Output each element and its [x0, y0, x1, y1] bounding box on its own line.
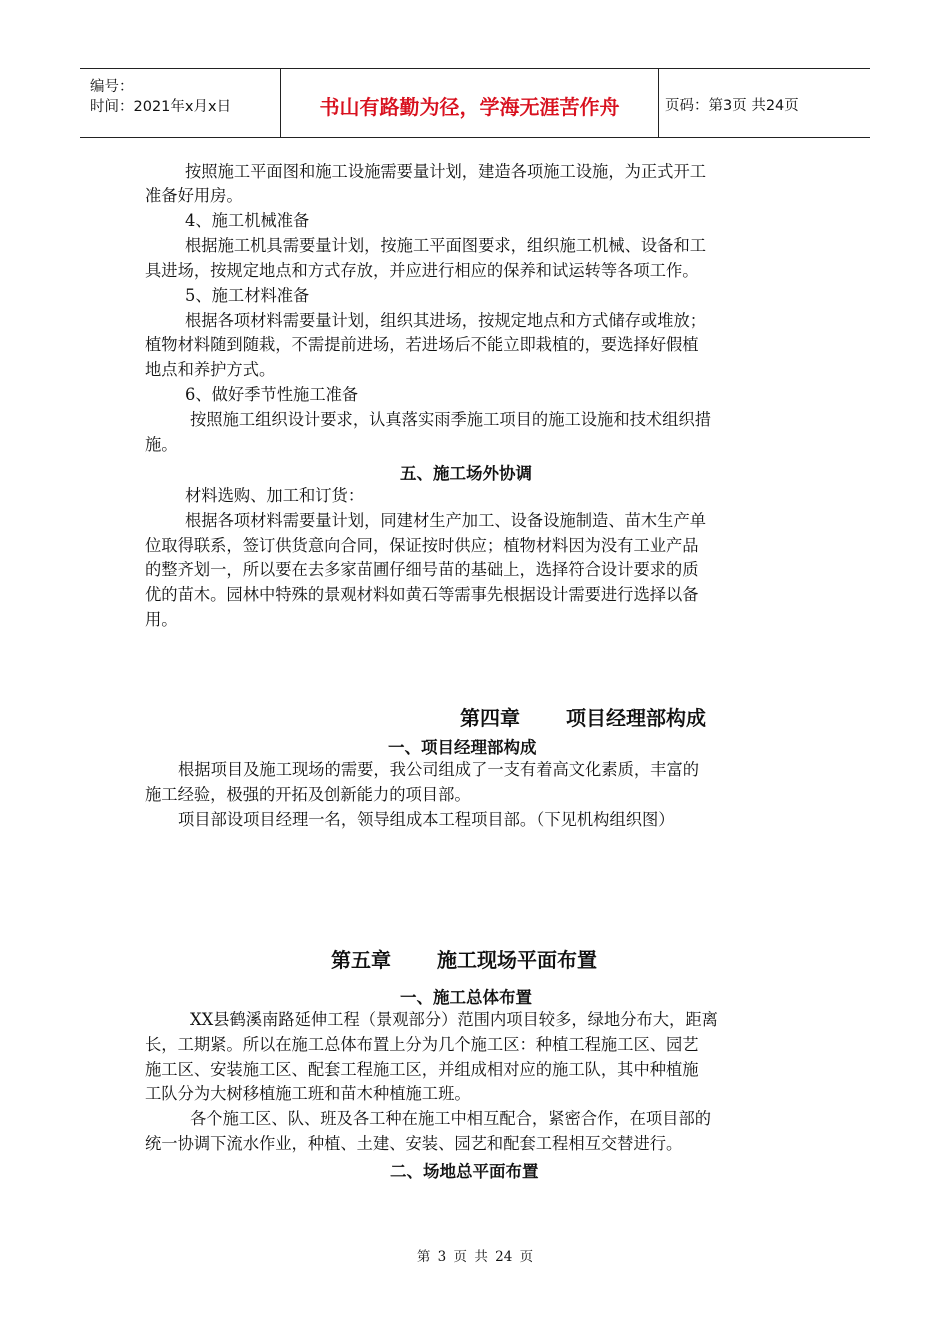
page-footer: 第 3 页 共 24 页 [416, 1249, 534, 1265]
section-heading: 五、施工场外协调 [400, 464, 532, 483]
paragraph-line: 统一协调下流水作业，种植、土建、安装、园艺和配套工程相互交替进行。 [145, 1134, 683, 1153]
paragraph-line: 材料选购、加工和订货： [185, 486, 365, 505]
paragraph-line: 施工经验，极强的开拓及创新能力的项目部。 [145, 785, 471, 804]
paragraph-line: 根据施工机具需要量计划，按施工平面图要求，组织施工机械、设备和工 [185, 236, 707, 255]
header-motto-cell [281, 69, 659, 137]
section-heading: 二、场地总平面布置 [390, 1162, 539, 1181]
header-meta-cell [80, 69, 281, 137]
paragraph-line: 项目部设项目经理一名，领导组成本工程项目部。（下见机构组织图） [178, 810, 675, 829]
header-page-code: 页码：第3页 共24页 [665, 98, 799, 114]
paragraph-line: 的整齐划一，所以要在去多家苗圃仔细号苗的基础上，选择符合设计要求的质 [145, 560, 699, 579]
section-heading: 一、项目经理部构成 [388, 738, 537, 757]
chapter-number: 第五章 [331, 948, 391, 972]
paragraph-line: 植物材料随到随栽，不需提前进场，若进场后不能立即栽植的，要选择好假植 [145, 335, 699, 354]
chapter-title: 项目经理部构成 [566, 706, 706, 730]
header-table [80, 68, 870, 138]
paragraph-line: 各个施工区、队、班及各工种在施工中相互配合，紧密合作，在项目部的 [190, 1109, 712, 1128]
paragraph-line: 根据各项材料需要量计划，同建材生产加工、设备设施制造、苗木生产单 [185, 511, 707, 530]
document-date: 时间：2021年x月x日 [90, 99, 232, 115]
paragraph-line: 根据各项材料需要量计划，组织其进场，按规定地点和方式储存或堆放； [185, 311, 707, 330]
section-heading: 一、施工总体布置 [400, 988, 532, 1007]
list-heading: 5、施工材料准备 [185, 286, 310, 305]
paragraph-line: 用。 [145, 610, 178, 629]
header-page-cell [659, 69, 870, 137]
chapter-heading [331, 944, 597, 973]
chapter-number: 第四章 [460, 706, 520, 730]
paragraph-line: 按照施工平面图和施工设施需要量计划，建造各项施工设施，为正式开工 [185, 162, 707, 181]
paragraph-line: 长，工期紧。所以在施工总体布置上分为几个施工区：种植工程施工区、园艺 [145, 1035, 699, 1054]
paragraph-line: 施工区、安装施工区、配套工程施工区，并组成相对应的施工队，其中种植施 [145, 1060, 699, 1079]
list-heading: 4、施工机械准备 [185, 211, 310, 230]
paragraph-line: XX县鹤溪南路延伸工程（景观部分）范围内项目较多，绿地分布大，距离 [190, 1010, 718, 1029]
paragraph-line: 位取得联系，签订供货意向合同，保证按时供应；植物材料因为没有工业产品 [145, 536, 699, 555]
paragraph-line: 工队分为大树移植施工班和苗木种植施工班。 [145, 1084, 471, 1103]
paragraph-line: 根据项目及施工现场的需要，我公司组成了一支有着高文化素质，丰富的 [178, 760, 700, 779]
paragraph-line: 准备好用房。 [145, 186, 243, 205]
chapter-heading [460, 702, 706, 731]
paragraph-line: 按照施工组织设计要求，认真落实雨季施工项目的施工设施和技术组织措 [190, 410, 712, 429]
header-motto: 书山有路勤为径，学海无涯苦作舟 [319, 95, 620, 119]
chapter-title: 施工现场平面布置 [437, 948, 597, 972]
paragraph-line: 地点和养护方式。 [145, 360, 276, 379]
paragraph-line: 具进场，按规定地点和方式存放，并应进行相应的保养和试运转等各项工作。 [145, 261, 699, 280]
paragraph-line: 施。 [145, 435, 178, 454]
paragraph-line: 优的苗木。园林中特殊的景观材料如黄石等需事先根据设计需要进行选择以备 [145, 585, 699, 604]
list-heading: 6、做好季节性施工准备 [185, 385, 359, 404]
document-number-label: 编号： [90, 79, 134, 95]
